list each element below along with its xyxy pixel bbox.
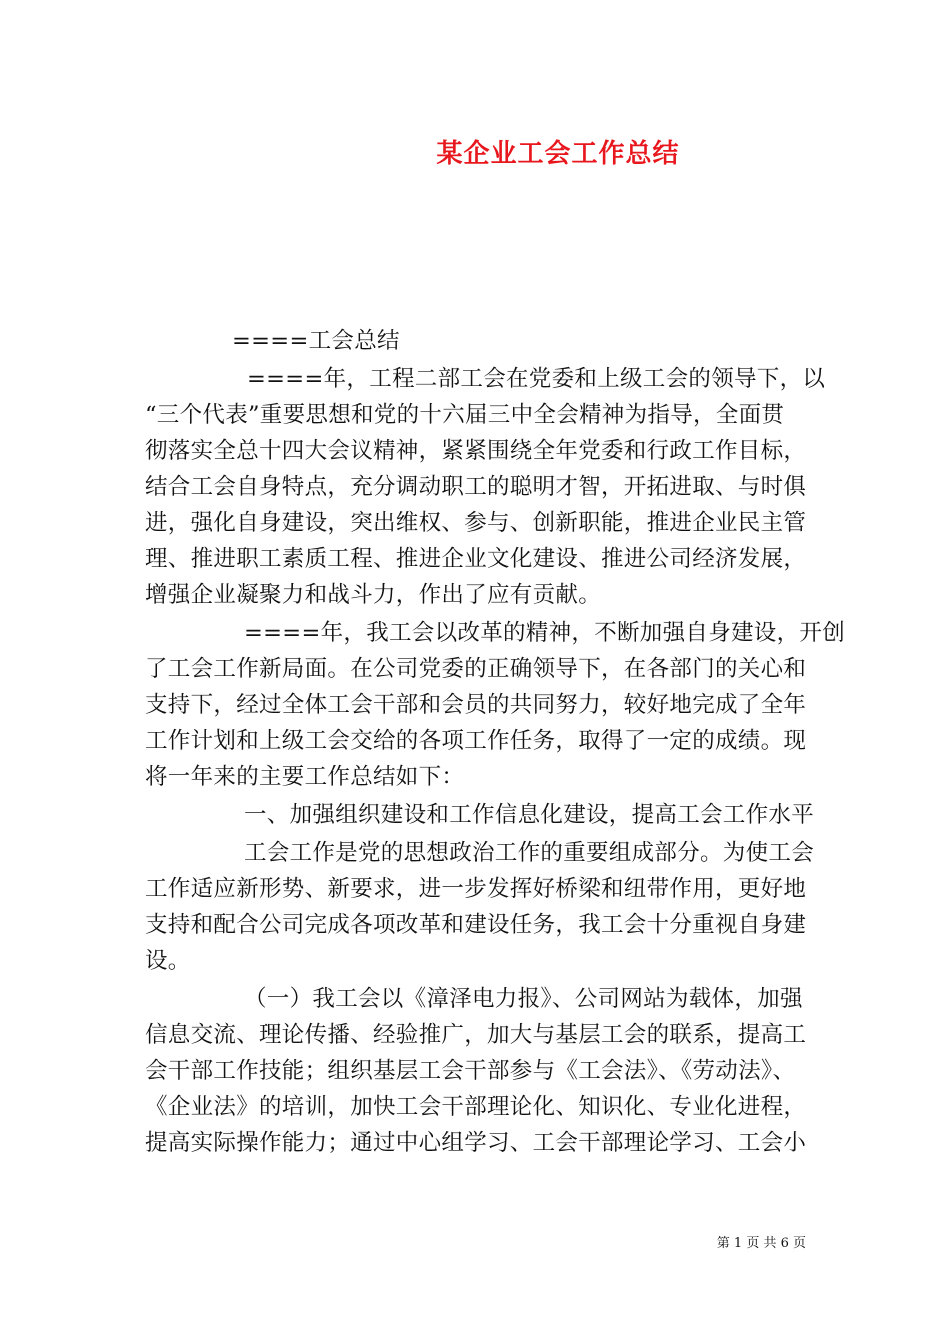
text-line: ====年，我工会以改革的精神，不断加强自身建设，开创 bbox=[244, 620, 846, 646]
text-line: 工会工作是党的思想政治工作的重要组成部分。为使工会 bbox=[244, 840, 815, 866]
text-line: 《企业法》的培训，加快工会干部理论化、知识化、专业化进程， bbox=[145, 1094, 807, 1120]
text-line: ====年，工程二部工会在党委和上级工会的领导下，以 bbox=[247, 366, 826, 392]
text-line: “三个代表”重要思想和党的十六届三中全会精神为指导，全面贯 bbox=[145, 402, 785, 428]
text-line: 支持和配合公司完成各项改革和建设任务，我工会十分重视自身建 bbox=[145, 912, 807, 938]
text-line: 了工会工作新局面。在公司党委的正确领导下，在各部门的关心和 bbox=[145, 656, 807, 682]
text-line: 会干部工作技能；组织基层工会干部参与《工会法》、《劳动法》、 bbox=[145, 1058, 796, 1084]
text-line: 信息交流、理论传播、经验推广，加大与基层工会的联系，提高工 bbox=[145, 1022, 807, 1048]
text-line: 结合工会自身特点，充分调动职工的聪明才智，开拓进取、与时俱 bbox=[145, 474, 807, 500]
document-title: 某企业工会工作总结 bbox=[436, 139, 680, 169]
text-line: 工作计划和上级工会交给的各项工作任务，取得了一定的成绩。现 bbox=[145, 728, 807, 754]
section-heading: ====工会总结 bbox=[232, 328, 400, 354]
text-line: （一）我工会以《漳泽电力报》、公司网站为载体，加强 bbox=[244, 986, 803, 1012]
page-number: 第 1 页 共 6 页 bbox=[716, 1236, 806, 1251]
text-line: 进，强化自身建设，突出维权、参与、创新职能，推进企业民主管 bbox=[145, 510, 807, 536]
text-line: 将一年来的主要工作总结如下： bbox=[145, 764, 465, 790]
text-line: 支持下，经过全体工会干部和会员的共同努力，较好地完成了全年 bbox=[145, 692, 807, 718]
text-line: 理、推进职工素质工程、推进企业文化建设、推进公司经济发展， bbox=[145, 546, 807, 572]
text-line: 彻落实全总十四大会议精神，紧紧围绕全年党委和行政工作目标， bbox=[145, 438, 807, 464]
text-line: 增强企业凝聚力和战斗力，作出了应有贡献。 bbox=[145, 582, 602, 608]
text-line: 工作适应新形势、新要求，进一步发挥好桥梁和纽带作用，更好地 bbox=[145, 876, 807, 902]
text-line: 提高实际操作能力；通过中心组学习、工会干部理论学习、工会小 bbox=[145, 1130, 807, 1156]
text-line: 设。 bbox=[145, 948, 191, 974]
section-heading: 一、加强组织建设和工作信息化建设，提高工会工作水平 bbox=[244, 802, 815, 828]
